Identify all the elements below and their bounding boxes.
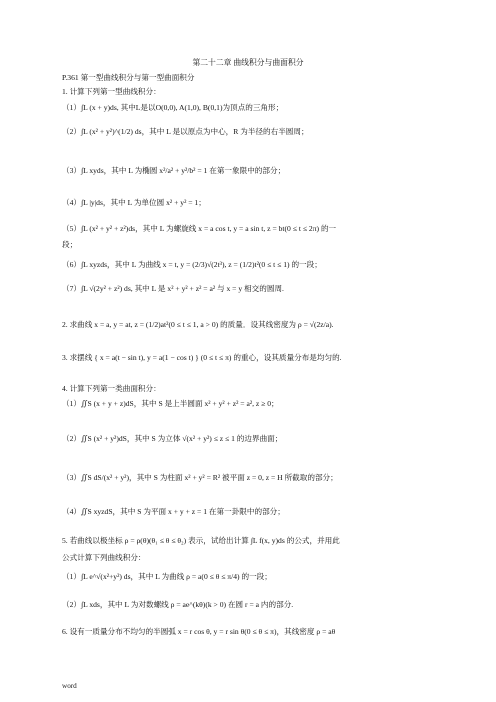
page-footer: word xyxy=(62,682,77,690)
problem-5: 5. 若曲线以极坐标 ρ = ρ(θ)(θ₁ ≤ θ ≤ θ₂) 表示，试给出计算 ∫L f(x, y)ds 的公式，并用此 xyxy=(62,536,340,545)
problem-5-1: （1）∫L e^√(x²+y²) ds，其中 L 为曲线 ρ = a(0 ≤ θ ≤ π/4) 的一段； xyxy=(62,572,272,581)
problem-5-2: （2）∫L xds，其中 L 为对数螺线 ρ = ae^(kθ)(k > 0) 在圆 r = a 内的部分. xyxy=(62,600,294,609)
problem-6: 6. 设有一质量分布不均匀的半圆弧 x = r cos θ, y = r sin θ(0 ≤ θ ≤ π)，其线密度 ρ = aθ xyxy=(62,627,336,636)
problem-1-7: （7）∫L √(2y² + z²) ds, 其中 L 是 x² + y² + z² = a² 与 x = y 相交的圆周. xyxy=(62,284,284,293)
problem-5-cont: 公式计算下列曲线积分： xyxy=(62,553,146,562)
problem-1-6: （6）∫L xyzds，其中 L 为曲线 x = t, y = (2/3)√(2t³), z = (1/2)t²(0 ≤ t ≤ 1) 的一段； xyxy=(62,260,322,269)
chapter-title: 第二十二章 曲线积分与曲面积分 xyxy=(192,58,304,67)
problem-4-1: （1）∬S (x + y + z)dS，其中 S 是上半圆面 x² + y² + z² = a², z ≥ 0； xyxy=(62,399,279,408)
problem-2: 2. 求曲线 x = a, y = at, z = (1/2)at²(0 ≤ t ≤ 1, a > 0) 的质量．设其线密度为 ρ = √(2z/a). xyxy=(62,320,334,329)
problem-1-3: （3）∫L xyds，其中 L 为椭圆 x²/a² + y²/b² = 1 在第一象限中的部分； xyxy=(62,166,286,175)
problem-4-2: （2）∬S (x² + y²)dS，其中 S 为立体 √(x² + y²) ≤ z ≤ 1 的边界曲面； xyxy=(62,434,283,443)
problem-1-4: （4）∫L |y|ds，其中 L 为单位圆 x² + y² = 1； xyxy=(62,198,206,207)
problem-4-4: （4）∬S xyzdS，其中 S 为平面 x + y + z = 1 在第一卦限中的部分； xyxy=(62,507,285,516)
problem-1: 1. 计算下列第一型曲线积分： xyxy=(62,87,161,96)
problem-1-5-cont: 段； xyxy=(62,240,78,249)
section-heading: P.361 第一型曲线积分与第一型曲面积分 xyxy=(62,73,195,82)
problem-4-3: （3）∬S dS/(x² + y²)，其中 S 为柱面 x² + y² = R² 被平面 z = 0, z = H 所截取的部分； xyxy=(62,473,338,482)
problem-1-1: （1）∫L (x + y)ds, 其中L是以O(0,0), A(1,0), B(0,1)为顶点的三角形； xyxy=(62,103,284,112)
problem-4: 4. 计算下列第一类曲面积分： xyxy=(62,384,161,393)
problem-1-2: （2）∫L (x² + y²)^(1/2) ds，其中 L 是以原点为中心，R 为半径的右半圆周； xyxy=(62,127,309,136)
problem-3: 3. 求摆线 { x = a(t − sin t), y = a(1 − cos t) } (0 ≤ t ≤ π) 的重心，设其质量分布是均匀的. xyxy=(62,353,342,362)
problem-1-5: （5）∫L (x² + y² + z²)ds，其中 L 为螺旋线 x = a cos t, y = a sin t, z = bt(0 ≤ t ≤ 2π) 的一 xyxy=(62,224,337,233)
